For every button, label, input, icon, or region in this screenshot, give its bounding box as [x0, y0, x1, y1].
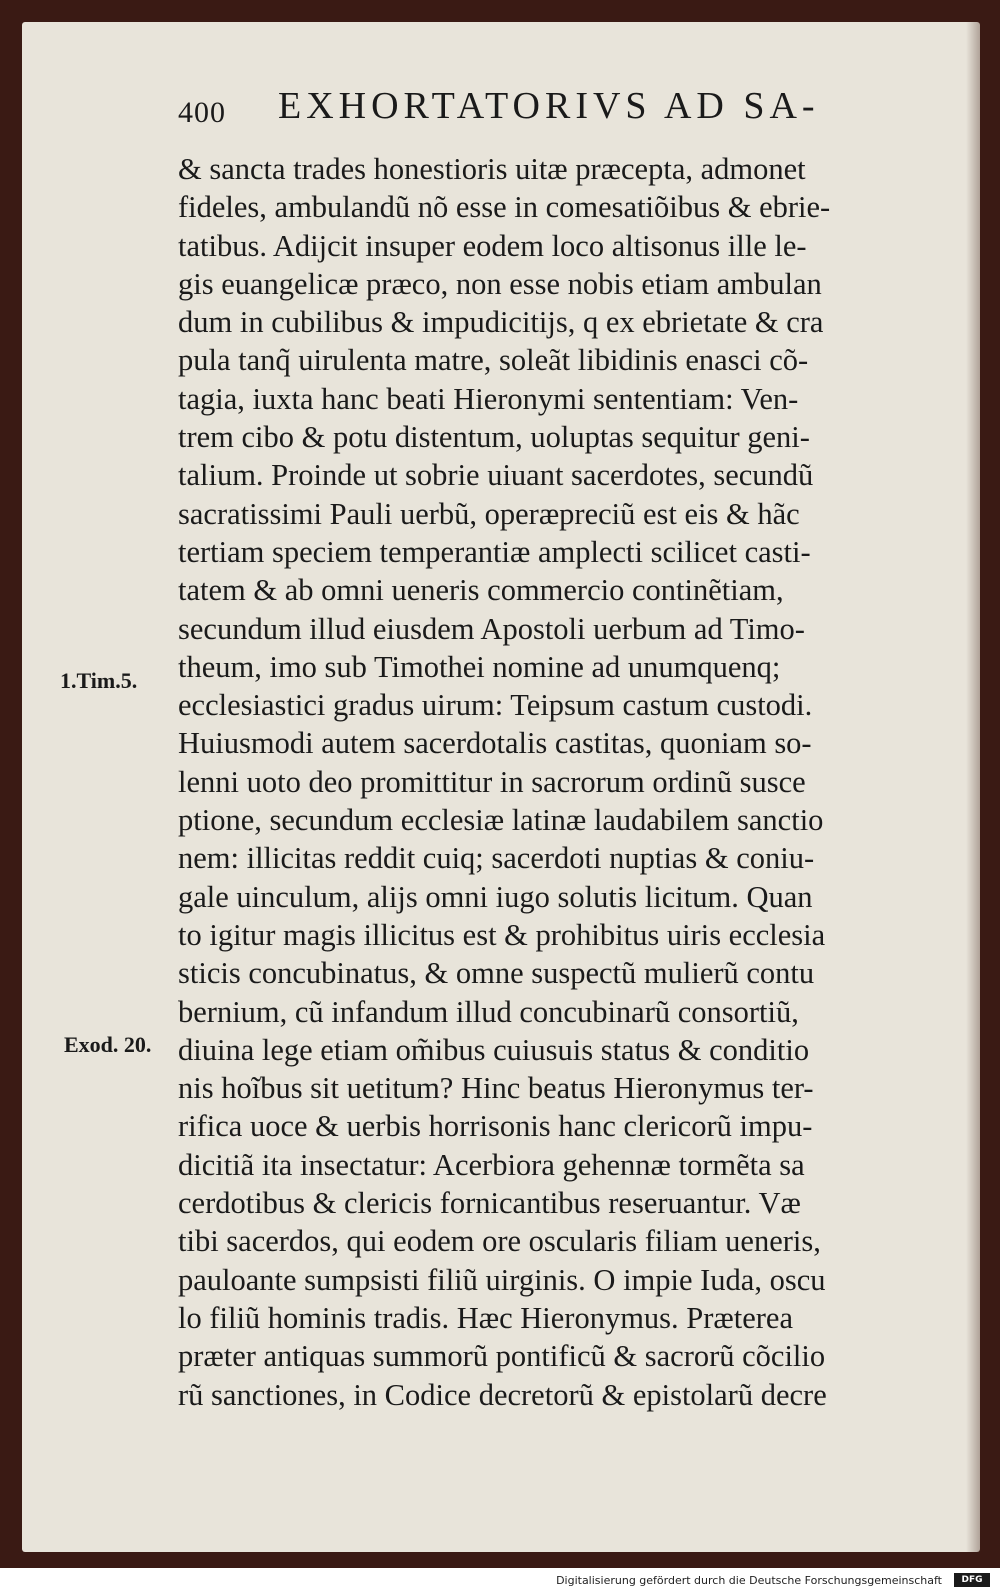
text-line: Huiusmodi autem sacerdotalis castitas, quoniam so-: [178, 726, 812, 761]
page-header: [178, 78, 878, 138]
text-line: theum, imo sub Timothei nomine ad unumquenq;: [178, 649, 781, 684]
text-line: to igitur magis illicitus est & prohibitus uiris ecclesia: [178, 917, 826, 952]
text-line: ecclesiastici gradus uirum: Teipsum castum custodi.: [178, 688, 813, 723]
text-line: rifica uoce & uerbis horrisonis hanc clericorũ impu-: [178, 1109, 813, 1144]
text-line: dum in cubilibus & impudicitijs, q ex ebrietate & cra: [178, 305, 824, 340]
text-line: cerdotibus & clericis fornicantibus reseruantur. Væ: [178, 1186, 801, 1221]
body-text: [178, 150, 908, 1414]
text-line: diuina lege etiam om̃ibus cuiusuis status & conditio: [178, 1032, 810, 1067]
text-line: rũ sanctiones, in Codice decretorũ & epistolarũ decre: [178, 1377, 827, 1412]
text-line: nem: illicitas reddit cuiq; sacerdoti nuptias & coniu-: [178, 841, 815, 876]
text-line: pula tanq̃ uirulenta matre, soleãt libidinis enasci cõ-: [178, 343, 809, 378]
text-line: bernium, cũ infandum illud concubinarũ consortiũ,: [178, 994, 799, 1029]
text-line: dicitiã ita insectatur: Acerbiora gehennæ tormẽta sa: [178, 1147, 805, 1182]
text-line: ptione, secundum ecclesiæ latinæ laudabilem sanctio: [178, 803, 824, 838]
text-line: pauloante sumpsisti filiũ uirginis. O impie Iuda, oscu: [178, 1262, 826, 1297]
marginal-note: Exod. 20.: [64, 1032, 152, 1057]
page-gutter-shadow: [966, 22, 980, 1552]
text-line: lenni uoto deo promittitur in sacrorum ordinũ susce: [178, 764, 806, 799]
text-line: sacratissimi Pauli uerbũ, operæpreciũ est eis & hãc: [178, 496, 800, 531]
text-line: fideles, ambulandũ nõ esse in comesatiõibus & ebrie-: [178, 190, 831, 225]
text-line: nis hoĩbus sit uetitum? Hinc beatus Hieronymus ter-: [178, 1071, 814, 1106]
marginal-note: 1.Tim.5.: [60, 668, 138, 693]
dfg-logo: DFG: [954, 1573, 990, 1587]
text-line: gale uinculum, alijs omni iugo solutis licitum. Quan: [178, 879, 813, 914]
text-line: secundum illud eiusdem Apostoli uerbum ad Timo-: [178, 611, 805, 646]
text-line: tertiam speciem temperantiæ amplecti scilicet casti-: [178, 534, 811, 569]
text-line: præter antiquas summorũ pontificũ & sacrorũ cõcilio: [178, 1339, 826, 1374]
text-line: lo filiũ hominis tradis. Hæc Hieronymus. Præterea: [178, 1300, 794, 1335]
text-line: tagia, iuxta hanc beati Hieronymi sententiam: Ven-: [178, 381, 799, 416]
text-line: sticis concubinatus, & omne suspectũ mulierũ contu: [178, 956, 815, 991]
text-line: & sancta trades honestioris uitæ præcepta, admonet: [178, 152, 806, 186]
text-line: gis euangelicæ præco, non esse nobis etiam ambulan: [178, 266, 822, 301]
digitization-credit: Digitalisierung gefördert durch die Deutsche Forschungsgemeinschaft: [556, 1574, 942, 1587]
text-line: talium. Proinde ut sobrie uiuant sacerdotes, secundũ: [178, 458, 814, 493]
running-title: EXHORTATORIVS AD SA-: [278, 85, 820, 127]
text-line: trem cibo & potu distentum, uoluptas sequitur geni-: [178, 420, 810, 455]
text-line: tatem & ab omni ueneris commercio continẽtiam,: [178, 573, 784, 608]
text-line: tatibus. Adijcit insuper eodem loco altisonus ille le-: [178, 228, 807, 263]
text-line: tibi sacerdos, qui eodem ore oscularis filiam ueneris,: [178, 1224, 821, 1259]
page-number: 400: [178, 96, 226, 129]
